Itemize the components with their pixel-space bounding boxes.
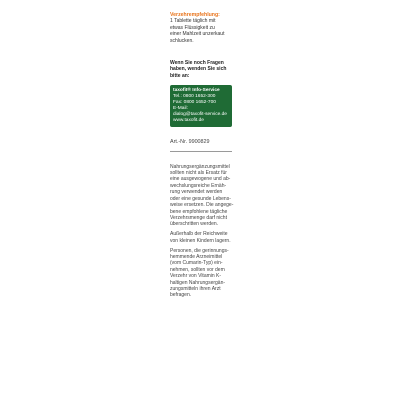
note-line: Außerhalb der Reichweite — [170, 231, 228, 238]
dosage-line: 1 Tablette täglich mit — [170, 18, 216, 25]
dosage-line: einer Mahlzeit unzerkaut — [170, 31, 225, 38]
dosage-heading: Verzehrempfehlung: — [170, 12, 220, 18]
note-line: hemmende Arzneimittel — [170, 253, 223, 260]
dosage-text — [170, 18, 232, 44]
service-email-label: E-Mail: — [173, 106, 188, 112]
note-line: rung verwendet werden — [170, 189, 223, 196]
note-line: (vom Cumarin-Typ) ein- — [170, 260, 223, 267]
questions-line: haben, wenden Sie sich — [170, 66, 227, 73]
questions-line: Wenn Sie noch Fragen — [170, 60, 224, 67]
note-anticoagulant-warning — [170, 248, 232, 299]
note-line: eine ausgewogene und ab- — [170, 176, 231, 183]
service-fax: Fax: 0800 1652-700 — [173, 100, 216, 106]
service-web: www.taxofit.de — [173, 118, 204, 124]
service-title: taxofit® Info-Service — [173, 88, 220, 94]
notes-section — [170, 164, 232, 299]
info-service-box — [170, 85, 232, 127]
note-line: Nahrungsergänzungsmittel — [170, 163, 230, 170]
note-line: Verzehrsmenge darf nicht — [170, 214, 227, 221]
dosage-line: etwas Flüssigkeit zu — [170, 24, 215, 31]
note-line: oder eine gesunde Lebens- — [170, 195, 231, 202]
note-line: bene empfohlene tägliche — [170, 208, 228, 215]
questions-line: bitte an: — [170, 72, 190, 79]
service-phone: Tel.: 0800 1652-300 — [173, 94, 216, 100]
note-children-warning — [170, 231, 232, 244]
dosage-line: schlucken. — [170, 37, 194, 44]
note-line: Personen, die gerinnungs- — [170, 247, 229, 254]
label-text-column — [170, 12, 232, 302]
note-line: haltigen Nahrungsergän- — [170, 279, 226, 286]
divider — [170, 151, 232, 152]
article-number: Art.-Nr. 9900829 — [170, 139, 210, 146]
note-line: zungsmitteln ihren Arzt — [170, 285, 221, 292]
note-line: befragen. — [170, 292, 192, 299]
questions-prompt — [170, 60, 232, 79]
dosage-section — [170, 12, 232, 44]
note-line: weise ersetzen. Die angege- — [170, 202, 234, 209]
note-line: überschritten werden. — [170, 221, 219, 228]
note-line: sollten nicht als Ersatz für — [170, 170, 227, 177]
note-line: wechslungsreiche Ernäh- — [170, 182, 227, 189]
note-line: nehmen, sollten vor dem — [170, 266, 225, 273]
note-line: Verzehr von Vitamin K- — [170, 273, 222, 280]
note-supplement-warning — [170, 164, 232, 228]
note-line: von kleinen Kindern lagern. — [170, 237, 231, 244]
service-email: dialog@taxofit-service.de — [173, 112, 227, 118]
